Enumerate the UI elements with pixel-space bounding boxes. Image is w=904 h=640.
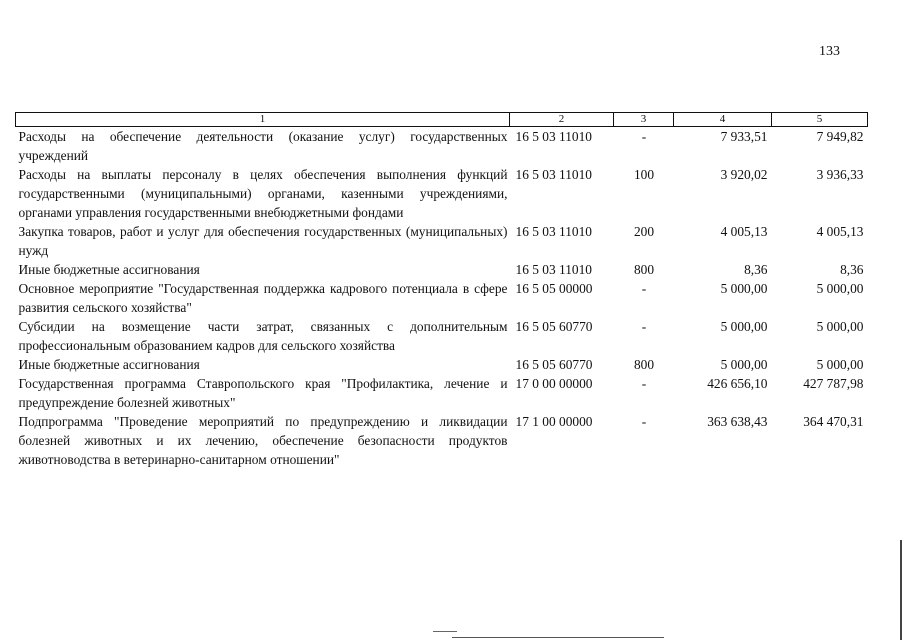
row-expense-type: - bbox=[641, 376, 647, 391]
row-amount-1: 8,36 bbox=[744, 262, 768, 277]
row-expense-type: - bbox=[641, 319, 647, 334]
row-amount-2: 7 949,82 bbox=[816, 129, 864, 144]
footer-mark bbox=[433, 631, 457, 632]
row-amount-2: 4 005,13 bbox=[816, 224, 864, 239]
column-header-amount-2: 5 bbox=[772, 113, 868, 127]
row-amount-2: 5 000,00 bbox=[816, 357, 864, 372]
row-amount-2: 3 936,33 bbox=[816, 167, 864, 182]
table-row bbox=[16, 127, 868, 166]
row-code: 16 5 03 11010 bbox=[515, 262, 592, 277]
row-amount-2: 364 470,31 bbox=[803, 414, 864, 429]
column-header-expense-type: 3 bbox=[614, 113, 674, 127]
row-amount-1: 4 005,13 bbox=[720, 224, 768, 239]
row-expense-type: - bbox=[641, 414, 647, 429]
row-amount-1: 5 000,00 bbox=[720, 281, 768, 296]
row-expense-type: - bbox=[641, 281, 647, 296]
table-body bbox=[16, 127, 868, 470]
row-amount-1: 426 656,10 bbox=[707, 376, 768, 391]
table-header-row bbox=[16, 113, 868, 127]
table-row bbox=[16, 260, 868, 279]
row-amount-1: 5 000,00 bbox=[720, 319, 768, 334]
row-name: Иные бюджетные ассигнования bbox=[18, 262, 200, 277]
row-code: 16 5 03 11010 bbox=[515, 224, 592, 239]
row-name: Расходы на выплаты персоналу в целях обеспечения выполнения функций государственными (муниципальными) органами, казенными учреждениями, органами управления государственными внебюджетными фондами bbox=[18, 167, 508, 220]
row-expense-type: 200 bbox=[633, 224, 655, 239]
row-code: 17 0 00 00000 bbox=[515, 376, 593, 391]
row-amount-1: 363 638,43 bbox=[707, 414, 768, 429]
row-amount-1: 7 933,51 bbox=[720, 129, 768, 144]
table-row bbox=[16, 317, 868, 355]
page-number: 133 bbox=[819, 44, 840, 59]
table-row bbox=[16, 374, 868, 412]
column-header-amount-1: 4 bbox=[674, 113, 772, 127]
row-code: 16 5 05 60770 bbox=[515, 319, 593, 334]
row-name: Иные бюджетные ассигнования bbox=[18, 357, 200, 372]
row-expense-type: 800 bbox=[633, 357, 655, 372]
budget-table bbox=[15, 112, 868, 469]
row-expense-type: 800 bbox=[633, 262, 655, 277]
row-expense-type: - bbox=[641, 129, 647, 144]
row-amount-2: 5 000,00 bbox=[816, 281, 864, 296]
row-code: 16 5 03 11010 bbox=[515, 129, 592, 144]
table-row bbox=[16, 165, 868, 222]
column-header-name: 1 bbox=[16, 113, 510, 127]
row-name: Субсидии на возмещение части затрат, связанных с дополнительным профессиональным образованием кадров для сельского хозяйства bbox=[18, 319, 508, 353]
row-name: Подпрограмма "Проведение мероприятий по предупреждению и ликвидации болезней животных и их лечению, обеспечение безопасности продуктов животноводства в ветеринарно-санитарном отношении" bbox=[18, 414, 508, 467]
row-name: Государственная программа Ставропольского края "Профилактика, лечение и предупреждение болезней животных" bbox=[18, 376, 508, 410]
row-name: Закупка товаров, работ и услуг для обеспечения государственных (муниципальных) нужд bbox=[18, 224, 508, 258]
row-amount-2: 8,36 bbox=[840, 262, 864, 277]
row-amount-1: 5 000,00 bbox=[720, 357, 768, 372]
table-row bbox=[16, 355, 868, 374]
table-row bbox=[16, 412, 868, 469]
row-code: 16 5 05 00000 bbox=[515, 281, 593, 296]
row-amount-2: 5 000,00 bbox=[816, 319, 864, 334]
footer-rule bbox=[452, 637, 664, 638]
row-name: Расходы на обеспечение деятельности (оказание услуг) государственных учреждений bbox=[18, 129, 508, 163]
row-name: Основное мероприятие "Государственная поддержка кадрового потенциала в сфере развития сельского хозяйства" bbox=[18, 281, 508, 315]
table-row bbox=[16, 279, 868, 317]
row-code: 17 1 00 00000 bbox=[515, 414, 593, 429]
row-expense-type: 100 bbox=[633, 167, 655, 182]
column-header-code: 2 bbox=[510, 113, 614, 127]
table-row bbox=[16, 222, 868, 260]
row-code: 16 5 03 11010 bbox=[515, 167, 592, 182]
row-amount-2: 427 787,98 bbox=[803, 376, 864, 391]
row-code: 16 5 05 60770 bbox=[515, 357, 593, 372]
scan-edge bbox=[900, 540, 902, 640]
row-amount-1: 3 920,02 bbox=[720, 167, 768, 182]
